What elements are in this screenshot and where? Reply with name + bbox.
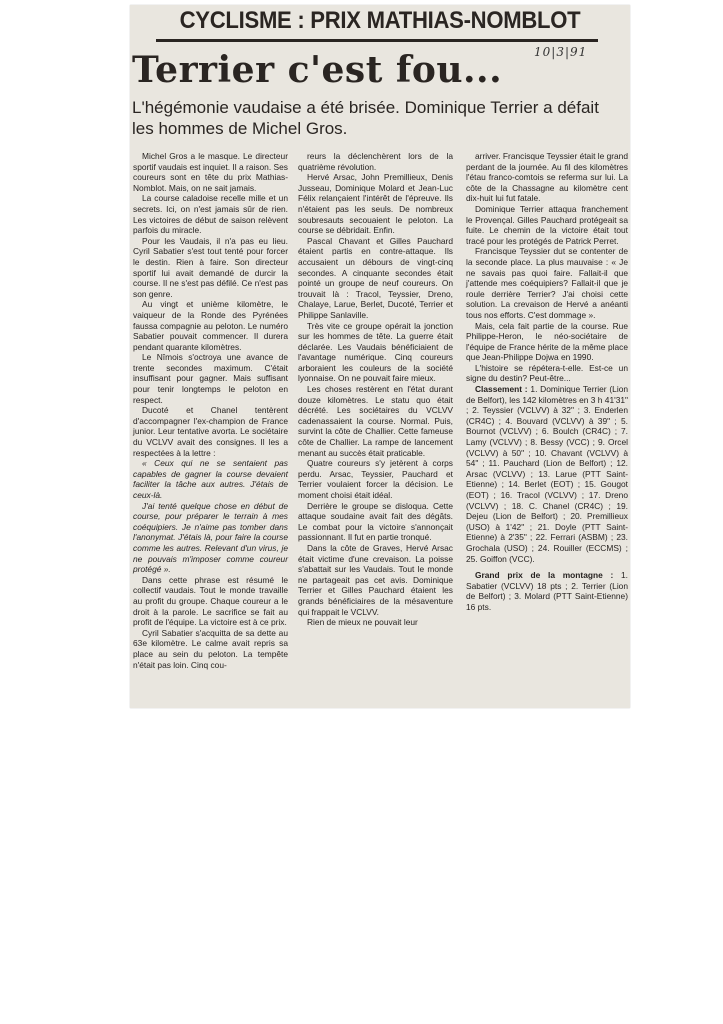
standfirst: L'hégémonie vaudaise a été brisée. Dominique Terrier a défait les hommes de Michel Gros. [132,98,599,138]
paragraph: Rien de mieux ne pouvait leur [307,617,418,628]
paragraph: Quatre coureurs s'y jetèrent à corps perdu. Arsac, Teyssier, Pauchard et Terrier voulaient forcer la décision. Le moment choisi était idéal. [298,458,453,500]
article-column-3 [466,151,628,613]
article-column-1 [133,151,288,670]
headline: Terrier c'est fou... [132,49,503,91]
paragraph: Michel Gros a le masque. Le directeur sportif vaudais est inquiet. Il a raison. Ses coureurs sont en tête du prix Mathias-Nomblot. Mais, on ne sait jamais. [133,151,288,193]
results-block [466,384,628,612]
paragraph: La course caladoise recelle mille et un secrets. Ici, on n'est jamais sûr de rien. Les victoires de début de saison relèvent parfois du miracle. [133,193,288,236]
quote-paragraph: « Ceux qui ne se sentaient pas capables de gagner la course devaient faciliter la tâche aux autres. J'étais de ceux-là. [133,458,288,500]
paragraph: Mais, cela fait partie de la course. Rue Philippe-Heron, le néo-sociétaire de l'équipe de France hérite de la même place que Jean-Philippe Dojwa en 1990. [466,320,628,363]
paragraph: Pascal Chavant et Gilles Pauchard étaient partis en contre-attaque. Ils accusaient un débours de vingt-cinq secondes. A cinquante secondes était pointé un groupe de neuf coureurs. On trouvait là : Tracol, Teyssier, Dreno, Chalaye, Larue, Berlet, Ducoté, Terrier et Philippe Sanlaville. [298,235,453,320]
results-text: 1. Dominique Terrier (Lion de Belfort), les 142 kilomètres en 3 h 41'31" ; 2. Teyssier (VCLVV) à 32" ; 3. Enderlen (CR4C) ; 4. Bouvard (VCLVV) à 39" ; 5. Bournot (VCLVV) ; 6. Boulch (CR4C) ; 7. Lamy (VCLVV) ; 8. Bessy (VCC) ; 9. Orcel (VCLVV) à 50" ; 10. Chavant (VCLVV) à 54" ; 11. Pauchard (Lion de Belfort) ; 12. Arsac (VCLVV) ; 13. Larue (PTT Saint-Etienne) ; 14. Berlet (EOT) ; 15. Gougot (EOT) ; 16. Tracol (VCLVV) ; 17. Dreno (VCLVV) ; 18. C. Chanel (CR4C) ; 19. Dejeu (Lion de Belfort) ; 20. Premillieux (USO) à 1'42" ; 21. Doyle (PTT Saint-Etienne) à 2'35" ; 22. Ferrari (ASBM) ; 23. Grochala (USO) ; 24. Rouiller (ECCMS) ; 25. Goiffon (VCC). [466,384,629,564]
paragraph: Les choses restèrent en l'état durant douze kilomètres. Le statu quo était décrété. Les sociétaires du VCLVV cadenassaient la course. Normal. Puis, survint la côte de Challier. Cette fameuse côte de Challier. La rampe de lancement menant au succès était praticable. [298,384,453,458]
paragraph: L'histoire se répétera-t-elle. Est-ce un signe du destin? Peut-être... [466,362,628,384]
newspaper-clipping [130,5,630,708]
paragraph: Francisque Teyssier dut se contenter de la seconde place. La plus mauvaise : « Je ne savais pas quoi faire. Fallait-il que j'attende mes coéquipiers? Fallait-il que je roule derrière Terrier? J'ai choisi cette solution. La crevaison de Hervé a anéanti tous nos efforts. C'est dommage ». [466,246,628,320]
paragraph: arriver. Francisque Teyssier était le grand perdant de la journée. Au fil des kilomètres l'étau franco-comtois se referma sur lui. La côte de la Chassagne au kilomètre cent dix-huit lui fut fatale. [466,151,628,204]
paragraph: Le Nîmois s'octroya une avance de trente secondes maximum. C'était insuffisant pour gagner. Mais suffisant pour tenir longtemps le peloton en respect. [133,352,288,405]
mountain-text: 1. Sabatier (VCLVV) 18 pts ; 2. Terrier (Lion de Belfort) ; 3. Molard (PTT Saint-Etienne) 16 pts. [466,570,629,612]
kicker-rule [156,39,598,42]
paragraph: Dominique Terrier attaqua franchement le Provençal. Gilles Pauchard protégeait sa fuite. Le chemin de la victoire était tout tracé pour les protégés de Patrick Perret. [466,203,628,246]
mountain-label: Grand prix de la montagne : [475,570,614,581]
handwritten-date: 10|3|91 [534,45,588,59]
paragraph: Dans cette phrase est résumé le collectif vaudais. Tout le monde travaille au profit du groupe. Chaque coureur a le droit à la parole. Le sacrifice se fait au profit de l'équipe. La victoire est à ce prix. [133,574,288,628]
paragraph: Très vite ce groupe opérait la jonction sur les hommes de tête. La guerre était déclarée. Les Vaudais bénéficiaient de l'avantage numérique. Cinq coureurs arboraient les couleurs de la société lyonnaise. On ne pouvait faire mieux. [298,320,453,384]
paragraph: Derrière le groupe se disloqua. Cette attaque soudaine avait fait des dégâts. Le combat pour la victoire s'annonçait passionnant. Il fut en partie tronqué. [298,500,453,543]
article-column-2 [298,151,453,628]
paragraph: Pour les Vaudais, il n'a pas eu lieu. Cyril Sabatier s'est tout tenté pour forcer le destin. Rien à faire. Son directeur sportif lui avait demandé de durcir la course. Il ne s'est pas défilé. Ce n'est pas son genre. [133,235,288,299]
paragraph: Hervé Arsac, John Premillieux, Denis Jusseau, Dominique Molard et Jean-Luc Félix relançaient l'intérêt de l'épreuve. Ils n'étaient pas les seuls. De nombreux soubresauts secouaient le peloton. La course se débridait. Enfin. [298,172,453,236]
paragraph: Dans la côte de Graves, Hervé Arsac était victime d'une crevaison. La poisse s'abattait sur les Vaudais. Tout le monde ne partageait pas cet avis. Dominique Terrier et Gilles Pauchard étaient les grands bénéficiaires de la mésaventure qui frappait le VCLVV. [298,542,453,617]
section-kicker: CYCLISME : PRIX MATHIAS-NOMBLOT [179,7,581,34]
paragraph: Ducoté et Chanel tentèrent d'accompagner l'ex-champion de France junior. Leur tentative avorta. Le sociétaire du VCLVV avait des consignes. Il les a respectées à la lettre : [133,405,288,458]
paragraph: Cyril Sabatier s'acquitta de sa dette au 63e kilomètre. Le calme avait repris sa place au sein du peloton. La tempête n'était pas loin. Cinq cou- [133,627,288,670]
quote-paragraph: J'ai tenté quelque chose en début de course, pour préparer le terrain à mes coéquipiers. Je n'aime pas tomber dans l'anonymat. J'étais là, pour faire la course comme les autres. Relevant d'un virus, je ne pouvais m'imposer comme coureur protégé ». [133,500,288,575]
results-label: Classement : [475,384,528,395]
paragraph: Au vingt et unième kilomètre, le vaiqueur de la Ronde des Pyrénées faussa compagnie au peloton. Le numéro Sabatier pouvait commencer. Il durera pendant quarante kilomètres. [133,299,288,352]
paragraph: reurs la déclenchèrent lors de la quatrième révolution. [298,151,453,172]
